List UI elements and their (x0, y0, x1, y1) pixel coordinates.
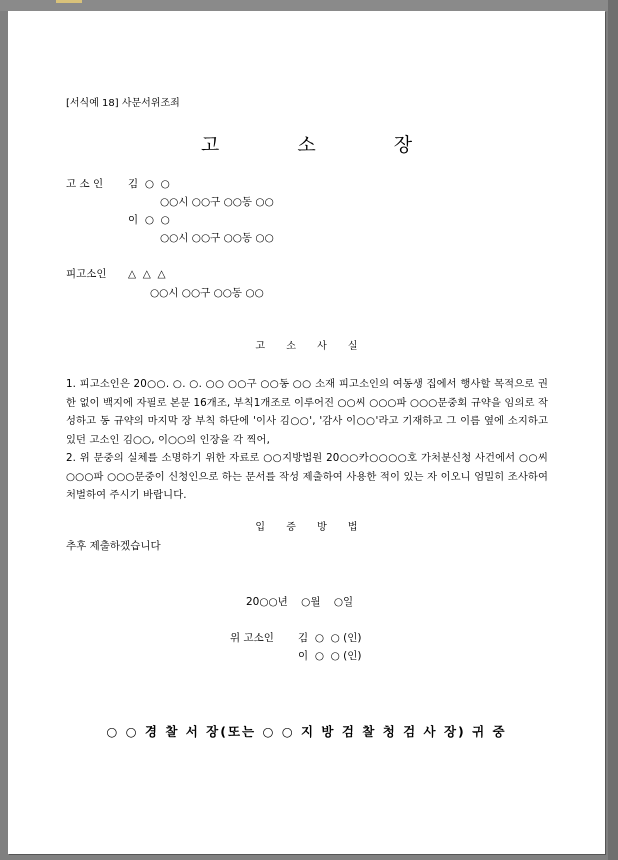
signer-label: 위 고소인 (230, 632, 274, 644)
facts-body: 1. 피고소인은 20○○. ○. ○. ○○ ○○구 ○○동 ○○ 소재 피고소인의 여동생 집에서 행사할 목적으로 권한 없이 백지에 자필로 본문 16개조, 부칙1개조로 이루어진 ○○씨 ○○○파 ○○○문중회 규약을 임의로 작성하고 동 규약의 마지막 장 부칙 하단에 '이사 김○○', '감사 이○○'라고 기재하고 그 이름 옆에 소지하고 있던 고소인 김○○, 이○○의 인장을 각 찍어, 2. 위 문중의 실체를 소명하기 위한 자료로 ○○지방법원 20○○카○○○○호 가처분신청 사건에서 ○○씨 ○○○파 ○○○문중이 신청인으로 하는 문서를 작성 제출하여 사용한 적이 있는 자 이오니 엄밀히 조사하여 처벌하여 주시기 바랍니다. (66, 378, 548, 501)
addressee: ○ ○ 경 찰 서 장(또는 ○ ○ 지 방 검 찰 청 검 사 장) 귀 중 (106, 724, 507, 739)
signer1: 김 ○ ○ (인) (298, 632, 362, 644)
complainant-label: 고 소 인 (66, 178, 104, 190)
form-label: [서식예 18] 사문서위조죄 (66, 98, 180, 109)
tab-marker (56, 0, 82, 3)
document-page (8, 11, 605, 854)
complainant1-name: 김 ○ ○ (128, 178, 170, 190)
complainant2-name: 이 ○ ○ (128, 214, 170, 226)
complainant1-address: ○○시 ○○구 ○○동 ○○ (160, 196, 274, 208)
accused-address: ○○시 ○○구 ○○동 ○○ (150, 287, 264, 299)
evidence-body: 추후 제출하겠습니다 (66, 540, 161, 552)
facts-heading: 고 소 사 실 (255, 341, 367, 352)
evidence-heading: 입 증 방 법 (255, 522, 367, 533)
complainant2-address: ○○시 ○○구 ○○동 ○○ (160, 232, 274, 244)
signer2: 이 ○ ○ (인) (298, 650, 362, 662)
accused-name: △ △ △ (128, 268, 166, 280)
toolbar-strip (0, 0, 618, 11)
document-title: 고 소 장 (200, 134, 449, 156)
accused-label: 피고소인 (66, 268, 107, 280)
date-line: 20○○년 ○월 ○일 (246, 596, 354, 608)
scrollbar[interactable] (608, 0, 618, 860)
